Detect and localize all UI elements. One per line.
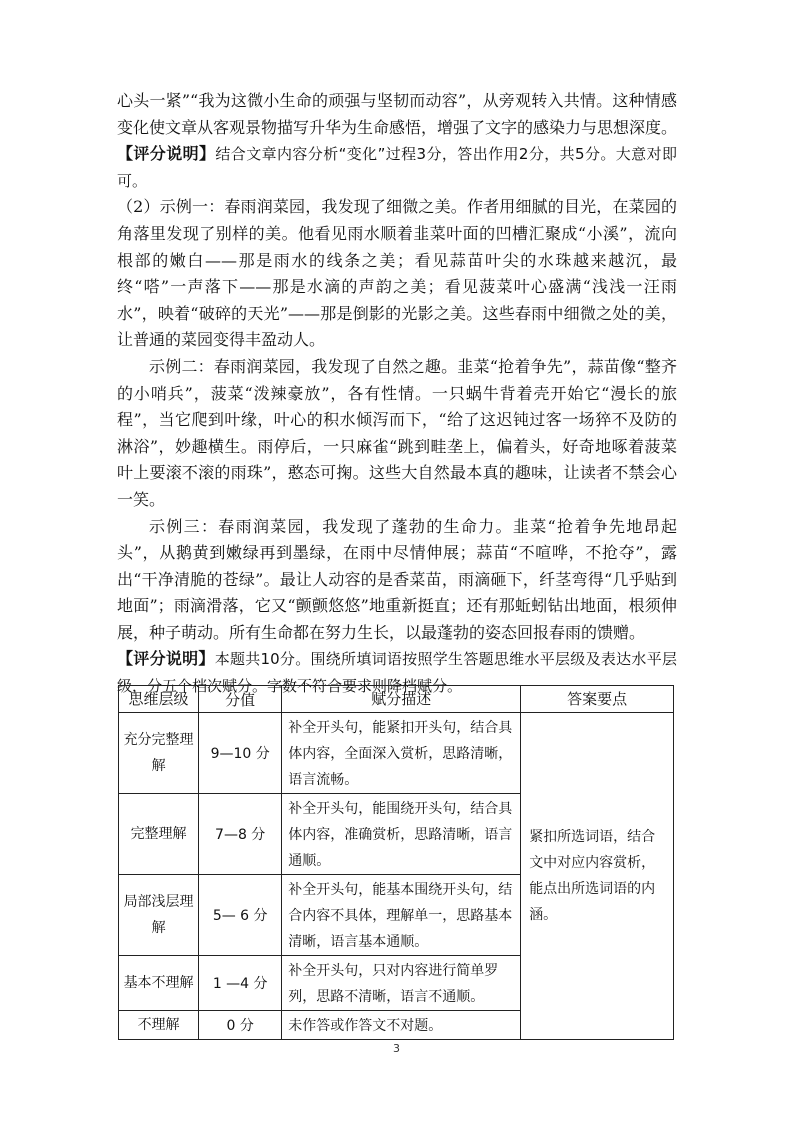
example-one: （2）示例一：春雨润菜园，我发现了细微之美。作者用细腻的目光，在菜园的角落里发现了别样的美。他看见雨水顺着韭菜叶面的凹槽汇聚成“小溪”，流向根部的嫩白——那是雨水的线条之美；看见蒜苗叶尖的水珠越来越沉，最终“嗒”一声落下——那是水滴的声韵之美；看见菠菜叶心盛满“浅浅一汪雨水”，映着“破碎的天光”——那是倒影的光影之美。这些春雨中细微之处的美，让普通的菜园变得丰盈动人。	[117, 197, 677, 350]
row-description: 未作答或作答文不对题。	[282, 1011, 521, 1040]
header-key-points: 答案要点	[521, 686, 674, 713]
row-level: 局部浅层理解	[119, 875, 199, 956]
document-body	[117, 88, 677, 700]
paragraph-emotion-change: 心头一紧”“我为这微小生命的顽强与坚韧而动容”，从旁观转入共情。这种情感变化使文章从客观景物描写升华为生命感悟，增强了文字的感染力与思想深度。	[117, 91, 678, 137]
scoring-note-label: 【评分说明】	[117, 649, 215, 669]
scoring-note-1	[117, 141, 677, 194]
row-description: 补全开头句，能紧扣开头句，结合具体内容，全面深入赏析，思路清晰，语言流畅。	[282, 713, 521, 794]
table-row	[119, 713, 674, 794]
example-two: 示例二：春雨润菜园，我发现了自然之趣。韭菜“抢着争先”，蒜苗像“整齐的小哨兵”，菠菜“泼辣豪放”，各有性情。一只蜗牛背着壳开始它“漫长的旅程”，当它爬到叶缘，叶心的积水倾泻而下，“给了这迟钝过客一场猝不及防的淋浴”，妙趣横生。雨停后，一只麻雀“跳到畦垄上，偏着头，好奇地啄着菠菜叶上要滚不滚的雨珠”，憨态可掬。这些大自然最本真的趣味，让读者不禁会心一笑。	[117, 356, 677, 509]
row-level: 基本不理解	[119, 956, 199, 1011]
row-score: 5— 6 分	[199, 875, 282, 956]
row-description: 补全开头句，能基本围绕开头句，结合内容不具体，理解单一，思路基本清晰，语言基本通顺。	[282, 875, 521, 956]
table-header-row	[119, 686, 674, 713]
row-level: 完整理解	[119, 794, 199, 875]
scoring-note-text: 结合文章内容分析“变化”过程3分，答出作用2分，共5分。大意对即可。	[117, 145, 677, 190]
row-score: 1 —4 分	[199, 956, 282, 1011]
header-score: 分值	[199, 686, 282, 713]
scoring-note-label: 【评分说明】	[117, 144, 216, 164]
row-score: 7—8 分	[199, 794, 282, 875]
page-number: 3	[393, 1042, 400, 1055]
row-level: 不理解	[119, 1011, 199, 1040]
scoring-rubric-table	[118, 685, 674, 1040]
example-three: 示例三：春雨润菜园，我发现了蓬勃的生命力。韭菜“抢着争先地昂起头”，从鹅黄到嫩绿再到墨绿，在雨中尽情伸展；蒜苗“不喧哗，不抢夺”，露出“干净清脆的苍绿”。最让人动容的是香菜苗，雨滴砸下，纤茎弯得“几乎贴到地面”；雨滴滑落，它又“颤颤悠悠”地重新挺直；还有那蚯蚓钻出地面，根须伸展，种子萌动。所有生命都在努力生长，以最蓬勃的姿态回报春雨的馈赠。	[117, 516, 677, 642]
answer-key-points: 紧扣所选词语，结合文中对应内容赏析，能点出所选词语的内涵。	[521, 713, 674, 1040]
row-score: 9—10 分	[199, 713, 282, 794]
scoring-note-text: 本题共10分。围绕所填词语按照学生答题思维水平层级及表达水平层级，分五个档次赋分。字数不符合要求则降档赋分。	[117, 650, 677, 696]
row-description: 补全开头句，只对内容进行简单罗列，思路不清晰，语言不通顺。	[282, 956, 521, 1011]
row-level: 充分完整理解	[119, 713, 199, 794]
row-description: 补全开头句，能围绕开头句，结合具体内容，准确赏析，思路清晰，语言通顺。	[282, 794, 521, 875]
row-score: 0 分	[199, 1011, 282, 1040]
header-level: 思维层级	[119, 686, 199, 713]
header-description: 赋分描述	[282, 686, 521, 713]
